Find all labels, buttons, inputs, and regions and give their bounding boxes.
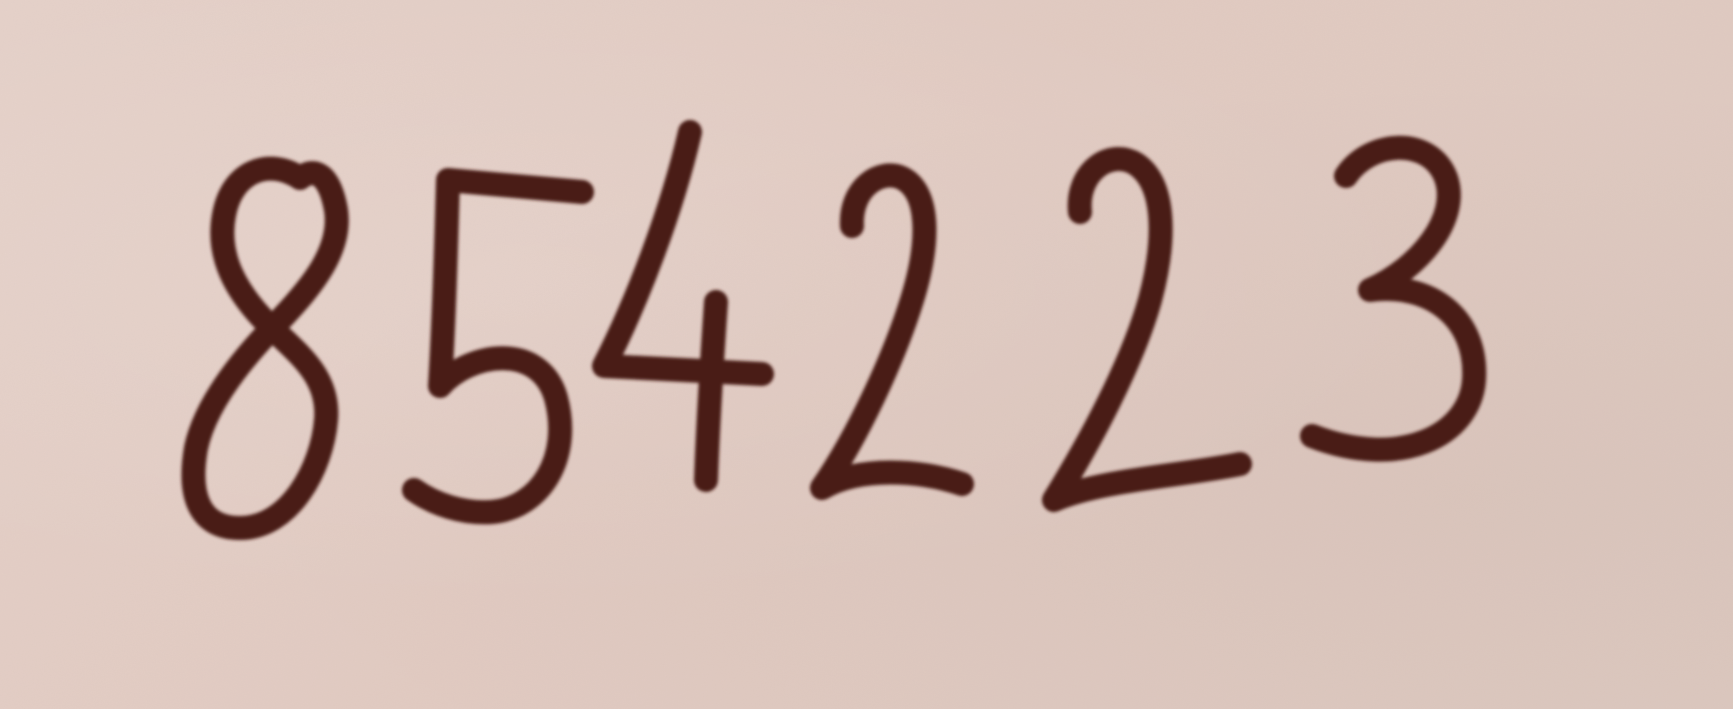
digit-2-first-stroke <box>822 175 962 488</box>
digit-5-stroke <box>414 180 582 512</box>
digit-8-stroke <box>193 169 336 528</box>
digit-3-stroke <box>1312 148 1474 450</box>
digit-2-second-stroke <box>1054 159 1240 500</box>
digit-4-stroke <box>604 132 762 480</box>
